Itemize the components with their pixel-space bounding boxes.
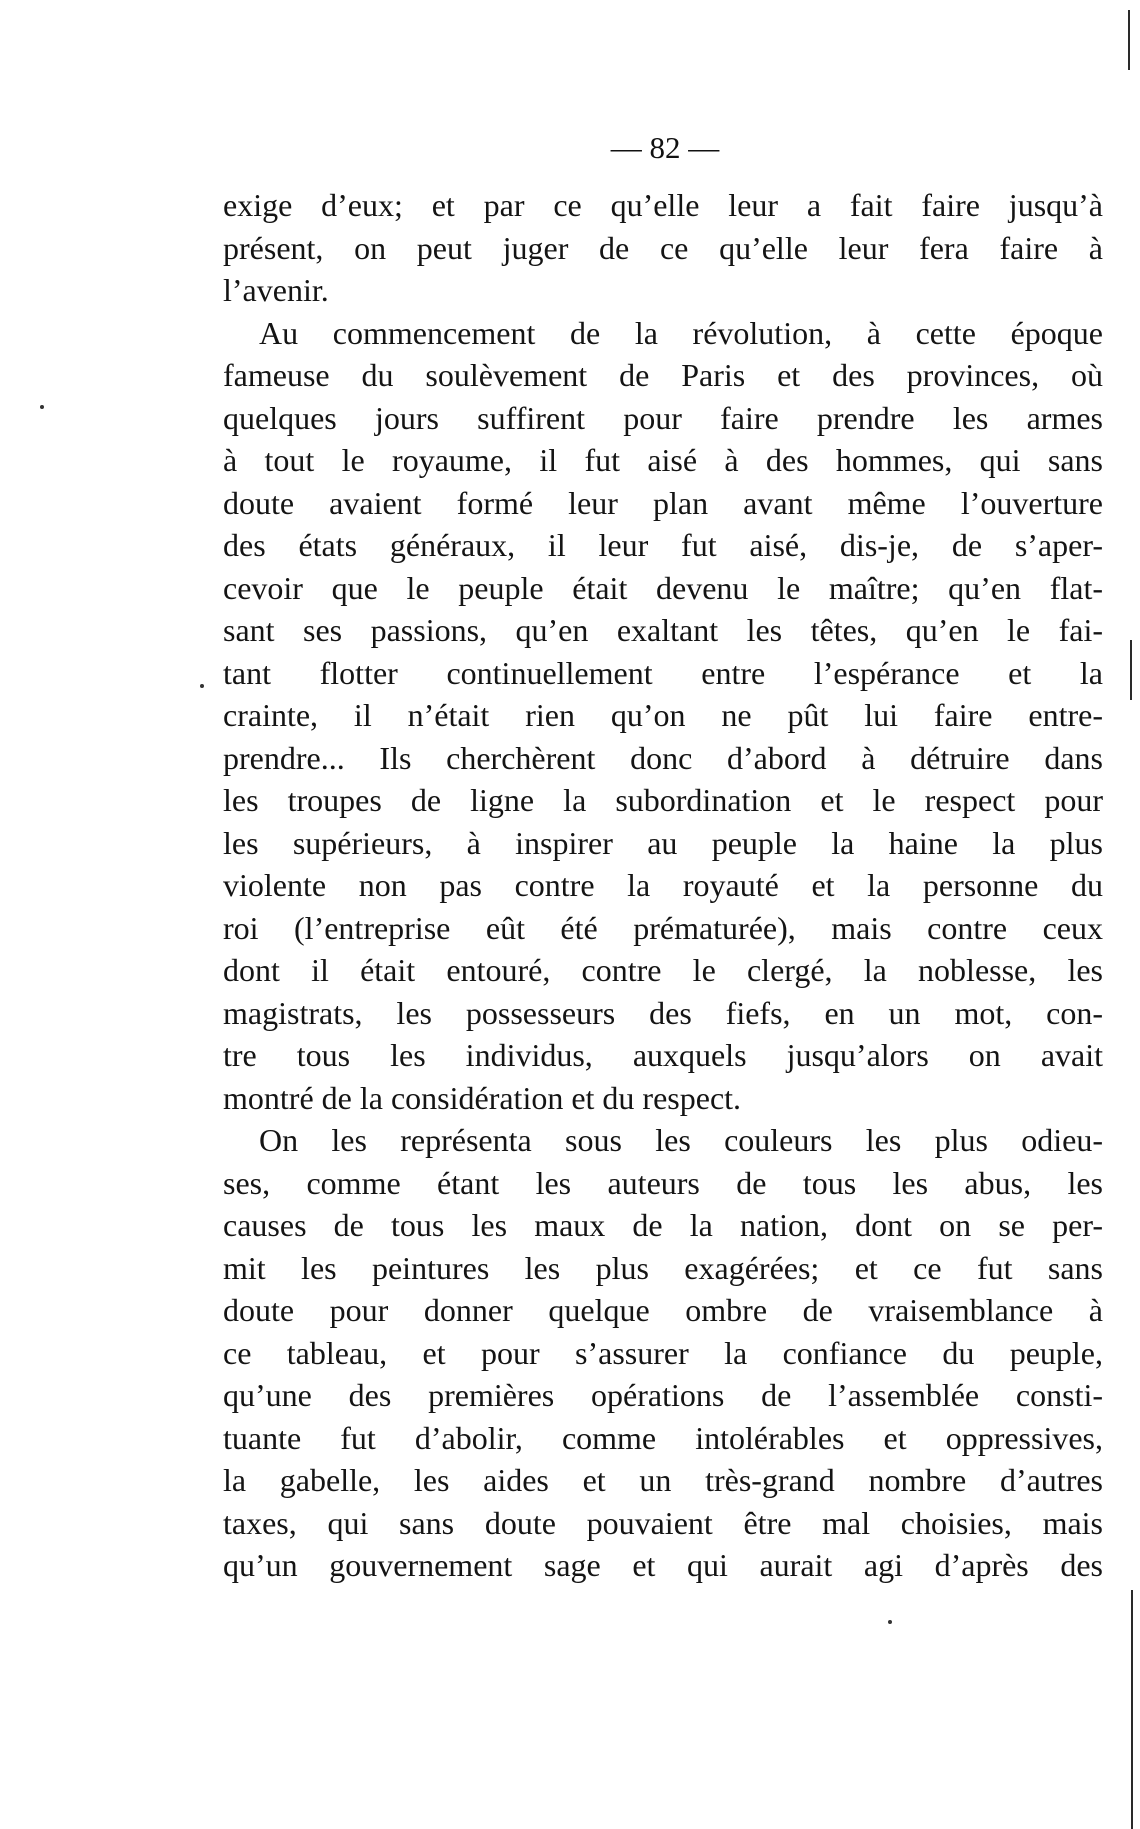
text-line: quelques jours suffirent pour faire prendre les armes: [223, 399, 1103, 436]
text-line: la gabelle, les aides et un très-grand nombre d’autres: [223, 1462, 1103, 1498]
text-line: présent, on peut juger de ce qu’elle leur fera faire à: [223, 229, 1103, 266]
paragraph-2: [223, 312, 1103, 1120]
scan-speck: [888, 1620, 892, 1624]
text-line: On les représenta sous les couleurs les plus odieu-: [259, 1122, 1103, 1158]
text-line: tre tous les individus, auxquels jusqu’alors on avait: [223, 1037, 1103, 1073]
text-line: ses, comme étant les auteurs de tous les abus, les: [223, 1164, 1103, 1201]
text-line: dont il était entouré, contre le clergé, la noblesse, les: [223, 952, 1103, 988]
text-line: à tout le royaume, il fut aisé à des hommes, qui sans: [223, 442, 1103, 478]
text-line: fameuse du soulèvement de Paris et des provinces, où: [223, 357, 1103, 393]
text-line: exige d’eux; et par ce qu’elle leur a fait faire jusqu’à: [223, 187, 1103, 223]
text-line: montré de la considération et du respect.: [223, 1079, 742, 1116]
text-line: des états généraux, il leur fut aisé, dis-je, de s’aper-: [223, 527, 1103, 563]
text-line: tuante fut d’abolir, comme intolérables et oppressives,: [223, 1419, 1103, 1456]
paragraph-3: [223, 1119, 1103, 1587]
text-line: tant flotter continuellement entre l’espérance et la: [223, 654, 1103, 691]
text-line: l’avenir.: [223, 272, 329, 308]
text-line: doute avaient formé leur plan avant même l’ouverture: [223, 484, 1103, 521]
text-line: violente non pas contre la royauté et la personne du: [223, 867, 1103, 903]
scan-speck: [40, 405, 44, 409]
page-number: — 82 —: [610, 130, 720, 165]
text-line: prendre... Ils cherchèrent donc d’abord à détruire dans: [223, 739, 1103, 776]
scan-edge-mark: [1131, 1590, 1133, 1829]
scan-speck: [200, 684, 204, 688]
text-line: Au commencement de la révolution, à cette époque: [259, 314, 1103, 351]
text-line: magistrats, les possesseurs des fiefs, en un mot, con-: [223, 994, 1103, 1031]
text-line: qu’un gouvernement sage et qui aurait agi d’après des: [223, 1547, 1103, 1583]
text-line: les troupes de ligne la subordination et le respect pour: [223, 782, 1103, 818]
scan-edge-mark: [1130, 640, 1132, 700]
text-line: ce tableau, et pour s’assurer la confiance du peuple,: [223, 1334, 1103, 1371]
text-line: doute pour donner quelque ombre de vraisemblance à: [223, 1292, 1103, 1328]
text-line: causes de tous les maux de la nation, dont on se per-: [223, 1207, 1103, 1243]
text-line: mit les peintures les plus exagérées; et ce fut sans: [223, 1249, 1103, 1286]
text-line: roi (l’entreprise eût été prématurée), mais contre ceux: [223, 909, 1103, 946]
text-line: sant ses passions, qu’en exaltant les têtes, qu’en le fai-: [223, 612, 1103, 648]
text-line: les supérieurs, à inspirer au peuple la haine la plus: [223, 824, 1103, 861]
text-line: cevoir que le peuple était devenu le maître; qu’en flat-: [223, 569, 1103, 606]
paragraph-1: [223, 184, 1103, 312]
text-line: qu’une des premières opérations de l’assemblée consti-: [223, 1377, 1103, 1413]
body-text: [223, 184, 1103, 1587]
scan-edge-mark: [1128, 10, 1130, 70]
text-line: taxes, qui sans doute pouvaient être mal choisies, mais: [223, 1504, 1103, 1541]
text-line: crainte, il n’était rien qu’on ne pût lui faire entre-: [223, 697, 1103, 733]
